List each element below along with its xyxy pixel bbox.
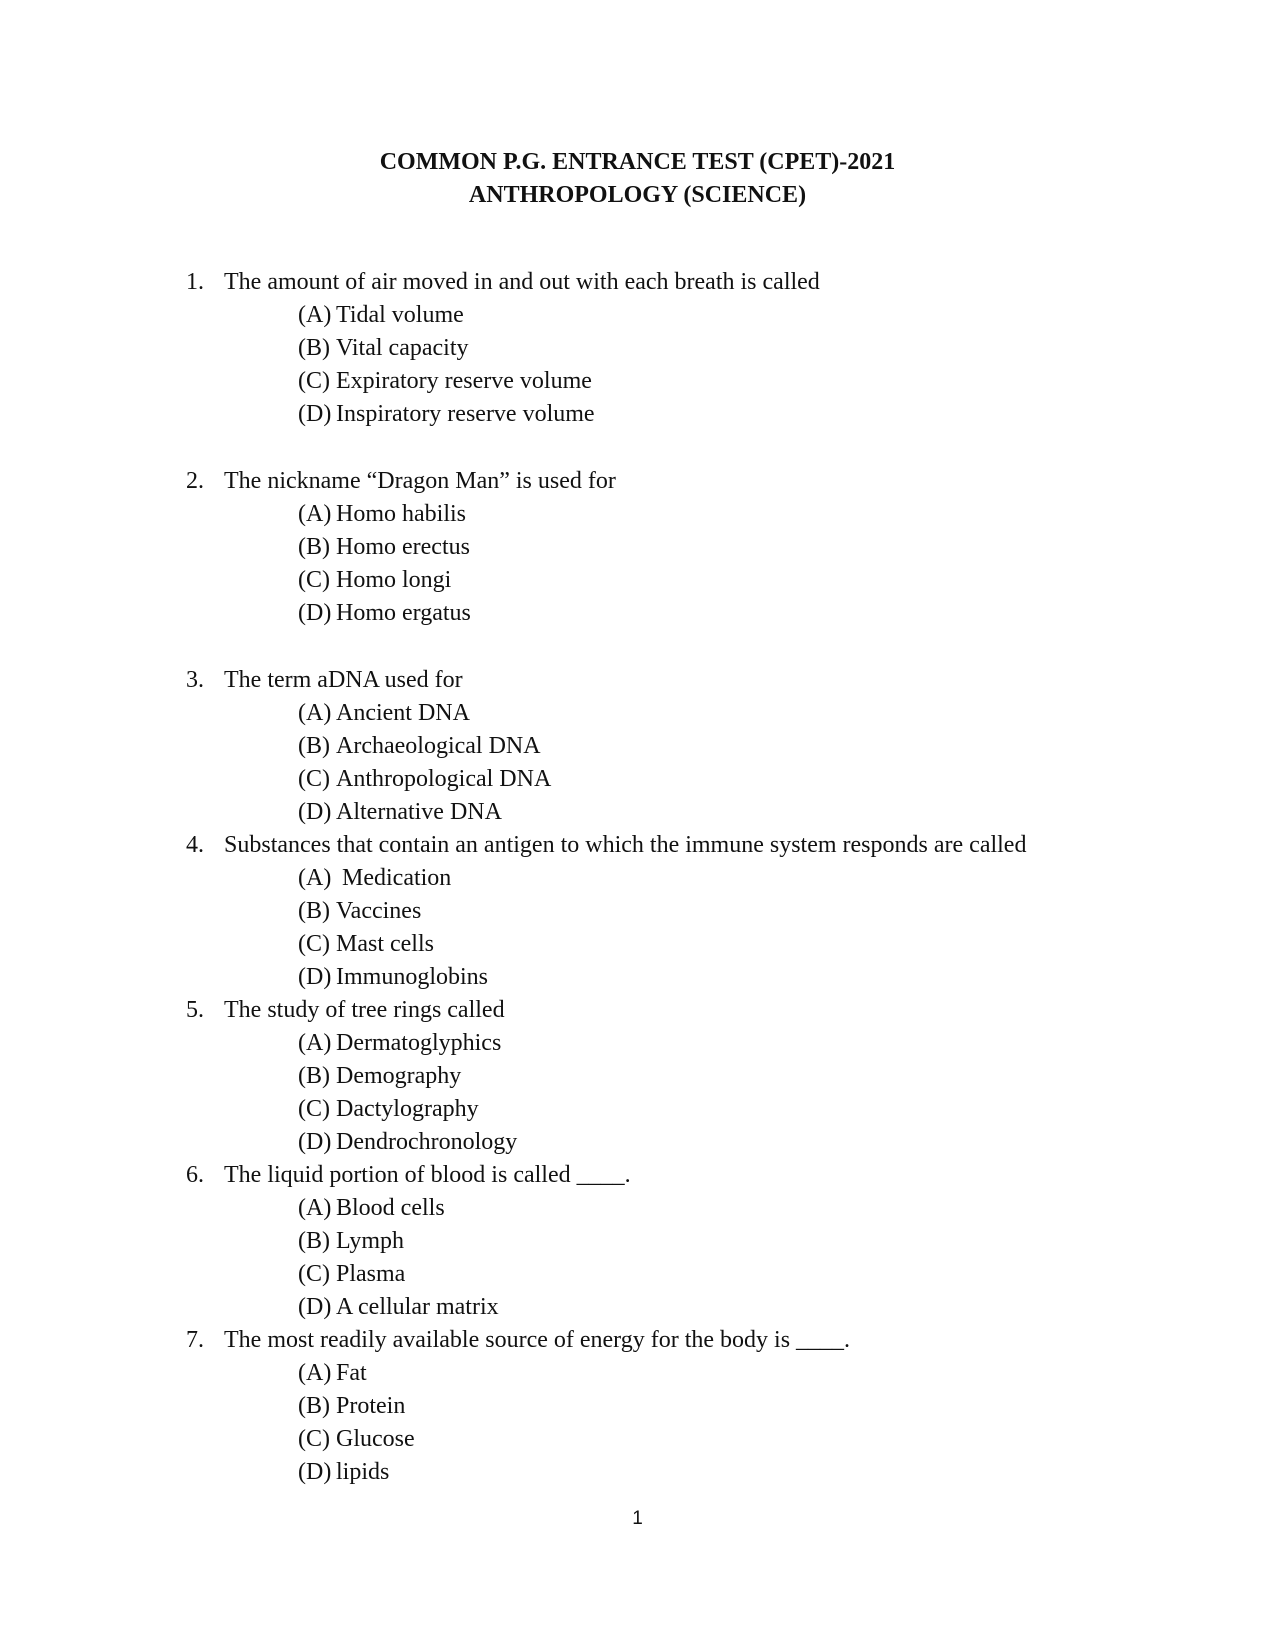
question-stem bbox=[0, 1324, 1275, 1357]
option-letter: (B) bbox=[298, 335, 330, 361]
option-letter: (B) bbox=[298, 1228, 330, 1254]
question-stem bbox=[0, 994, 1275, 1027]
option-letter: (A) bbox=[298, 1360, 332, 1386]
question-1 bbox=[0, 266, 1275, 431]
option-letter: (A) bbox=[298, 865, 332, 891]
option-letter: (D) bbox=[298, 1459, 332, 1485]
option-letter: (C) bbox=[298, 567, 330, 593]
option-d bbox=[0, 1126, 1275, 1159]
option-letter: (B) bbox=[298, 534, 330, 560]
option-c bbox=[0, 1423, 1275, 1456]
option-text: Anthropological DNA bbox=[336, 766, 552, 792]
option-text: Vaccines bbox=[336, 898, 422, 924]
question-number: 4. bbox=[186, 832, 204, 858]
exam-subject: ANTHROPOLOGY (SCIENCE) bbox=[468, 182, 807, 208]
option-text: Dermatoglyphics bbox=[336, 1030, 502, 1056]
option-letter: (B) bbox=[298, 733, 330, 759]
option-a bbox=[0, 862, 1275, 895]
option-text: Expiratory reserve volume bbox=[336, 368, 592, 394]
option-text: Blood cells bbox=[336, 1195, 445, 1221]
option-d bbox=[0, 597, 1275, 630]
option-text: Dactylography bbox=[336, 1096, 479, 1122]
option-letter: (D) bbox=[298, 799, 332, 825]
option-letter: (A) bbox=[298, 302, 332, 328]
option-letter: (C) bbox=[298, 766, 330, 792]
option-letter: (C) bbox=[298, 368, 330, 394]
question-6 bbox=[0, 1159, 1275, 1324]
question-text: The most readily available source of energy for the body is ____. bbox=[224, 1327, 851, 1353]
option-letter: (C) bbox=[298, 931, 330, 957]
option-letter: (A) bbox=[298, 1195, 332, 1221]
option-c bbox=[0, 763, 1275, 796]
question-number: 1. bbox=[186, 269, 204, 295]
option-d bbox=[0, 1291, 1275, 1324]
exam-header bbox=[0, 146, 1275, 212]
question-text: The amount of air moved in and out with each breath is called bbox=[224, 269, 820, 295]
question-stem bbox=[0, 266, 1275, 299]
option-letter: (D) bbox=[298, 600, 332, 626]
option-letter: (D) bbox=[298, 401, 332, 427]
question-text: The study of tree rings called bbox=[224, 997, 505, 1023]
option-letter: (B) bbox=[298, 1393, 330, 1419]
option-c bbox=[0, 365, 1275, 398]
option-text: Medication bbox=[336, 865, 452, 891]
option-a bbox=[0, 1027, 1275, 1060]
question-stem bbox=[0, 465, 1275, 498]
option-letter: (C) bbox=[298, 1426, 330, 1452]
option-c bbox=[0, 564, 1275, 597]
option-text: Protein bbox=[336, 1393, 406, 1419]
question-number: 7. bbox=[186, 1327, 204, 1353]
question-text: The liquid portion of blood is called ____. bbox=[224, 1162, 631, 1188]
option-letter: (B) bbox=[298, 1063, 330, 1089]
option-d bbox=[0, 1456, 1275, 1489]
option-b bbox=[0, 332, 1275, 365]
option-b bbox=[0, 531, 1275, 564]
question-stem bbox=[0, 664, 1275, 697]
option-a bbox=[0, 1192, 1275, 1225]
option-text: Homo erectus bbox=[336, 534, 470, 560]
option-text: Homo longi bbox=[336, 567, 452, 593]
option-letter: (B) bbox=[298, 898, 330, 924]
question-number: 5. bbox=[186, 997, 204, 1023]
option-letter: (C) bbox=[298, 1096, 330, 1122]
question-stem bbox=[0, 1159, 1275, 1192]
option-b bbox=[0, 895, 1275, 928]
option-text: Homo ergatus bbox=[336, 600, 471, 626]
question-5 bbox=[0, 994, 1275, 1159]
option-text: Plasma bbox=[336, 1261, 406, 1287]
question-text: The nickname “Dragon Man” is used for bbox=[224, 468, 616, 494]
option-letter: (D) bbox=[298, 964, 332, 990]
option-text: Lymph bbox=[336, 1228, 405, 1254]
question-stem bbox=[0, 829, 1275, 862]
question-text: The term aDNA used for bbox=[224, 667, 463, 693]
option-a bbox=[0, 697, 1275, 730]
option-text: Demography bbox=[336, 1063, 462, 1089]
option-text: Inspiratory reserve volume bbox=[336, 401, 595, 427]
option-c bbox=[0, 928, 1275, 961]
option-d bbox=[0, 796, 1275, 829]
option-a bbox=[0, 498, 1275, 531]
option-text: Homo habilis bbox=[336, 501, 466, 527]
option-letter: (A) bbox=[298, 501, 332, 527]
option-text: Immunoglobins bbox=[336, 964, 489, 990]
option-a bbox=[0, 1357, 1275, 1390]
question-3 bbox=[0, 664, 1275, 829]
option-text: lipids bbox=[336, 1459, 390, 1485]
option-letter: (D) bbox=[298, 1294, 332, 1320]
option-b bbox=[0, 730, 1275, 763]
option-text: Fat bbox=[336, 1360, 367, 1386]
option-a bbox=[0, 299, 1275, 332]
option-text: Dendrochronology bbox=[336, 1129, 518, 1155]
option-c bbox=[0, 1258, 1275, 1291]
option-b bbox=[0, 1390, 1275, 1423]
question-number: 6. bbox=[186, 1162, 204, 1188]
option-text: Alternative DNA bbox=[336, 799, 502, 825]
option-text: Tidal volume bbox=[336, 302, 464, 328]
question-7 bbox=[0, 1324, 1275, 1489]
option-text: Vital capacity bbox=[336, 335, 469, 361]
option-b bbox=[0, 1225, 1275, 1258]
question-number: 3. bbox=[186, 667, 204, 693]
option-c bbox=[0, 1093, 1275, 1126]
exam-title: COMMON P.G. ENTRANCE TEST (CPET)-2021 bbox=[379, 149, 896, 175]
option-d bbox=[0, 398, 1275, 431]
option-d bbox=[0, 961, 1275, 994]
option-text: Mast cells bbox=[336, 931, 434, 957]
question-4 bbox=[0, 829, 1275, 994]
option-b bbox=[0, 1060, 1275, 1093]
option-letter: (C) bbox=[298, 1261, 330, 1287]
option-letter: (D) bbox=[298, 1129, 332, 1155]
option-text: Glucose bbox=[336, 1426, 415, 1452]
option-letter: (A) bbox=[298, 1030, 332, 1056]
question-2 bbox=[0, 465, 1275, 630]
option-letter: (A) bbox=[298, 700, 332, 726]
question-text: Substances that contain an antigen to which the immune system responds are called bbox=[224, 832, 1027, 858]
option-text: Ancient DNA bbox=[336, 700, 470, 726]
option-text: A cellular matrix bbox=[336, 1294, 499, 1320]
option-text: Archaeological DNA bbox=[336, 733, 541, 759]
page-number: 1 bbox=[632, 1508, 643, 1529]
question-number: 2. bbox=[186, 468, 204, 494]
